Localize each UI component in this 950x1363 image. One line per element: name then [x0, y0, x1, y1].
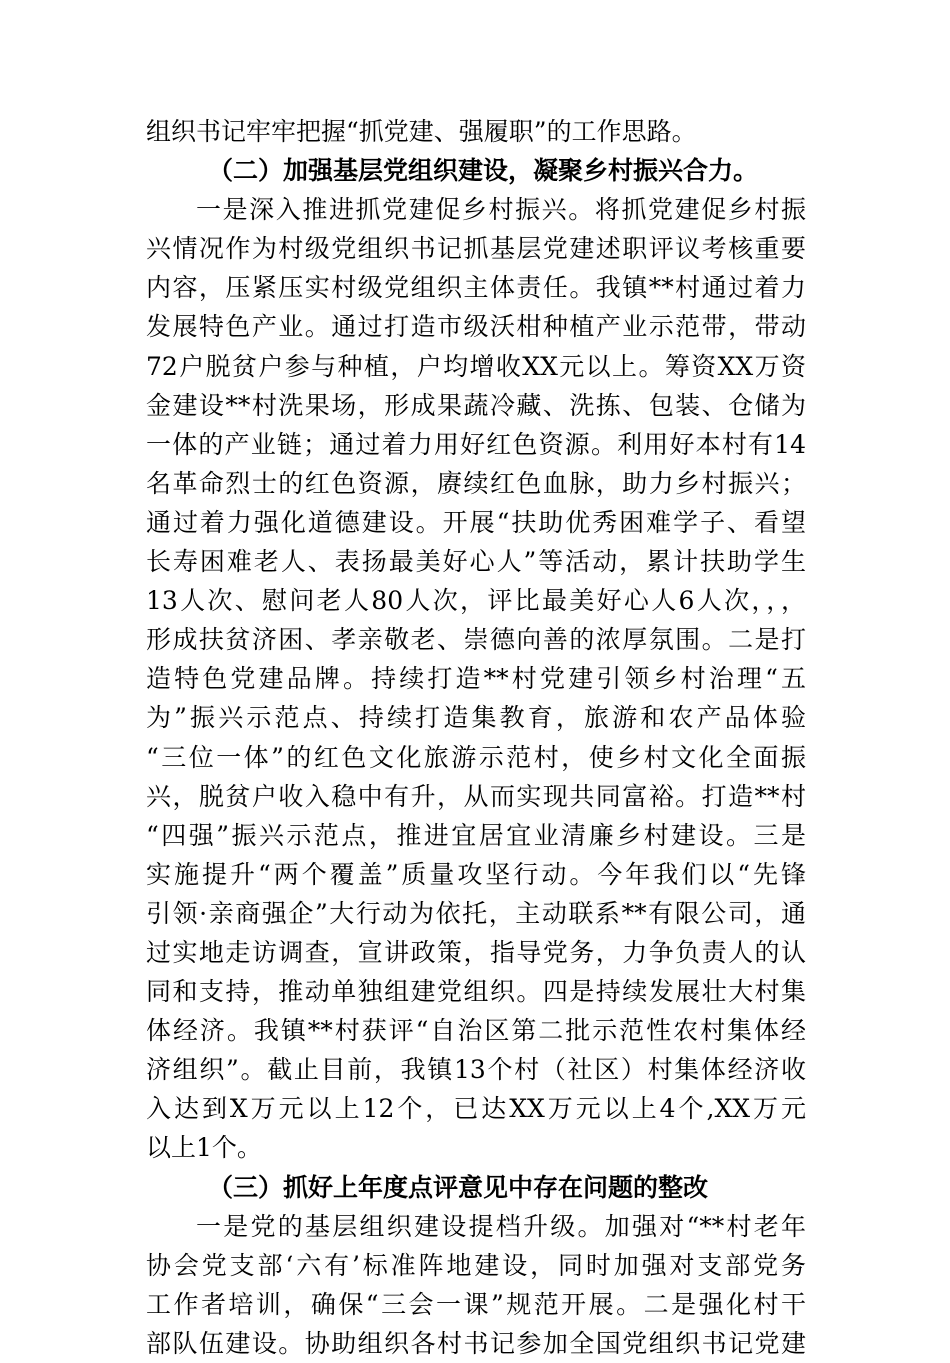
- text-line: 兴，脱贫户收入稳中有升，从而实现共同富裕。打造**村: [146, 781, 806, 811]
- paragraph-start: 一是深入推进抓党建促乡村振兴。将抓党建促乡村振: [196, 195, 806, 225]
- text-line: 入达到X万元以上12个，已达XX万元以上4个,XX万元: [146, 1094, 806, 1124]
- text-line: 部队伍建设。协助组织各村书记参加全国党组织书记党建: [146, 1328, 806, 1358]
- text-line: 同和支持，推动单独组建党组织。四是持续发展壮大村集: [146, 977, 806, 1007]
- text-line: 金建设**村洗果场，形成果蔬冷藏、洗拣、包装、仓储为: [146, 390, 806, 420]
- text-line: 形成扶贫济困、孝亲敬老、崇德向善的浓厚氛围。二是打: [146, 625, 806, 655]
- text-line: 发展特色产业。通过打造市级沃柑种植产业示范带，带动: [146, 312, 806, 342]
- text-line: 工作者培训，确保“三会一课”规范开展。二是强化村干: [146, 1289, 806, 1319]
- text-line: “四强”振兴示范点，推进宜居宜业清廉乡村建设。三是: [146, 820, 806, 850]
- text-line: 内容，压紧压实村级党组织主体责任。我镇**村通过着力: [146, 273, 806, 303]
- text-line: 组织书记牢牢把握“抓党建、强履职”的工作思路。: [146, 117, 697, 146]
- text-line: 一体的产业链；通过着力用好红色资源。利用好本村有14: [146, 429, 806, 459]
- text-line: 实施提升“两个覆盖”质量攻坚行动。今年我们以“先锋: [146, 859, 806, 889]
- text-line: 济组织”。截止目前，我镇13个村（社区）村集体经济收: [146, 1055, 806, 1085]
- section-heading-2: （二）加强基层党组织建设，凝聚乡村振兴合力。: [208, 156, 759, 186]
- text-line: 以上1个。: [146, 1133, 262, 1163]
- text-line: 为”振兴示范点、持续打造集教育，旅游和农产品体验: [146, 703, 806, 733]
- text-line: 引领·亲商强企”大行动为依托，主动联系**有限公司，通: [146, 898, 806, 928]
- text-line: “三位一体”的红色文化旅游示范村，使乡村文化全面振: [146, 742, 806, 772]
- section-heading-3: （三）抓好上年度点评意见中存在问题的整改: [208, 1172, 709, 1202]
- document-page: [146, 112, 806, 1363]
- text-line: 协会党支部‘六有’标准阵地建设，同时加强对支部党务: [146, 1250, 806, 1280]
- text-line: 通过着力强化道德建设。开展“扶助优秀困难学子、看望: [146, 507, 806, 537]
- text-line: 造特色党建品牌。持续打造**村党建引领乡村治理“五: [146, 664, 806, 694]
- text-line: 长寿困难老人、表扬最美好心人”等活动，累计扶助学生: [146, 547, 806, 577]
- text-line: 名革命烈士的红色资源，赓续红色血脉，助力乡村振兴；: [146, 468, 806, 498]
- text-line: 72户脱贫户参与种植，户均增收XX元以上。筹资XX万资: [146, 351, 806, 381]
- text-line: 13人次、慰问老人80人次，评比最美好心人6人次，，，: [146, 586, 806, 616]
- text-line: 体经济。我镇**村获评“自治区第二批示范性农村集体经: [146, 1016, 806, 1046]
- text-line: 兴情况作为村级党组织书记抓基层党建述职评议考核重要: [146, 234, 806, 264]
- paragraph-start: 一是党的基层组织建设提档升级。加强对“**村老年: [196, 1211, 806, 1241]
- text-line: 过实地走访调查，宣讲政策，指导党务，力争负责人的认: [146, 937, 806, 967]
